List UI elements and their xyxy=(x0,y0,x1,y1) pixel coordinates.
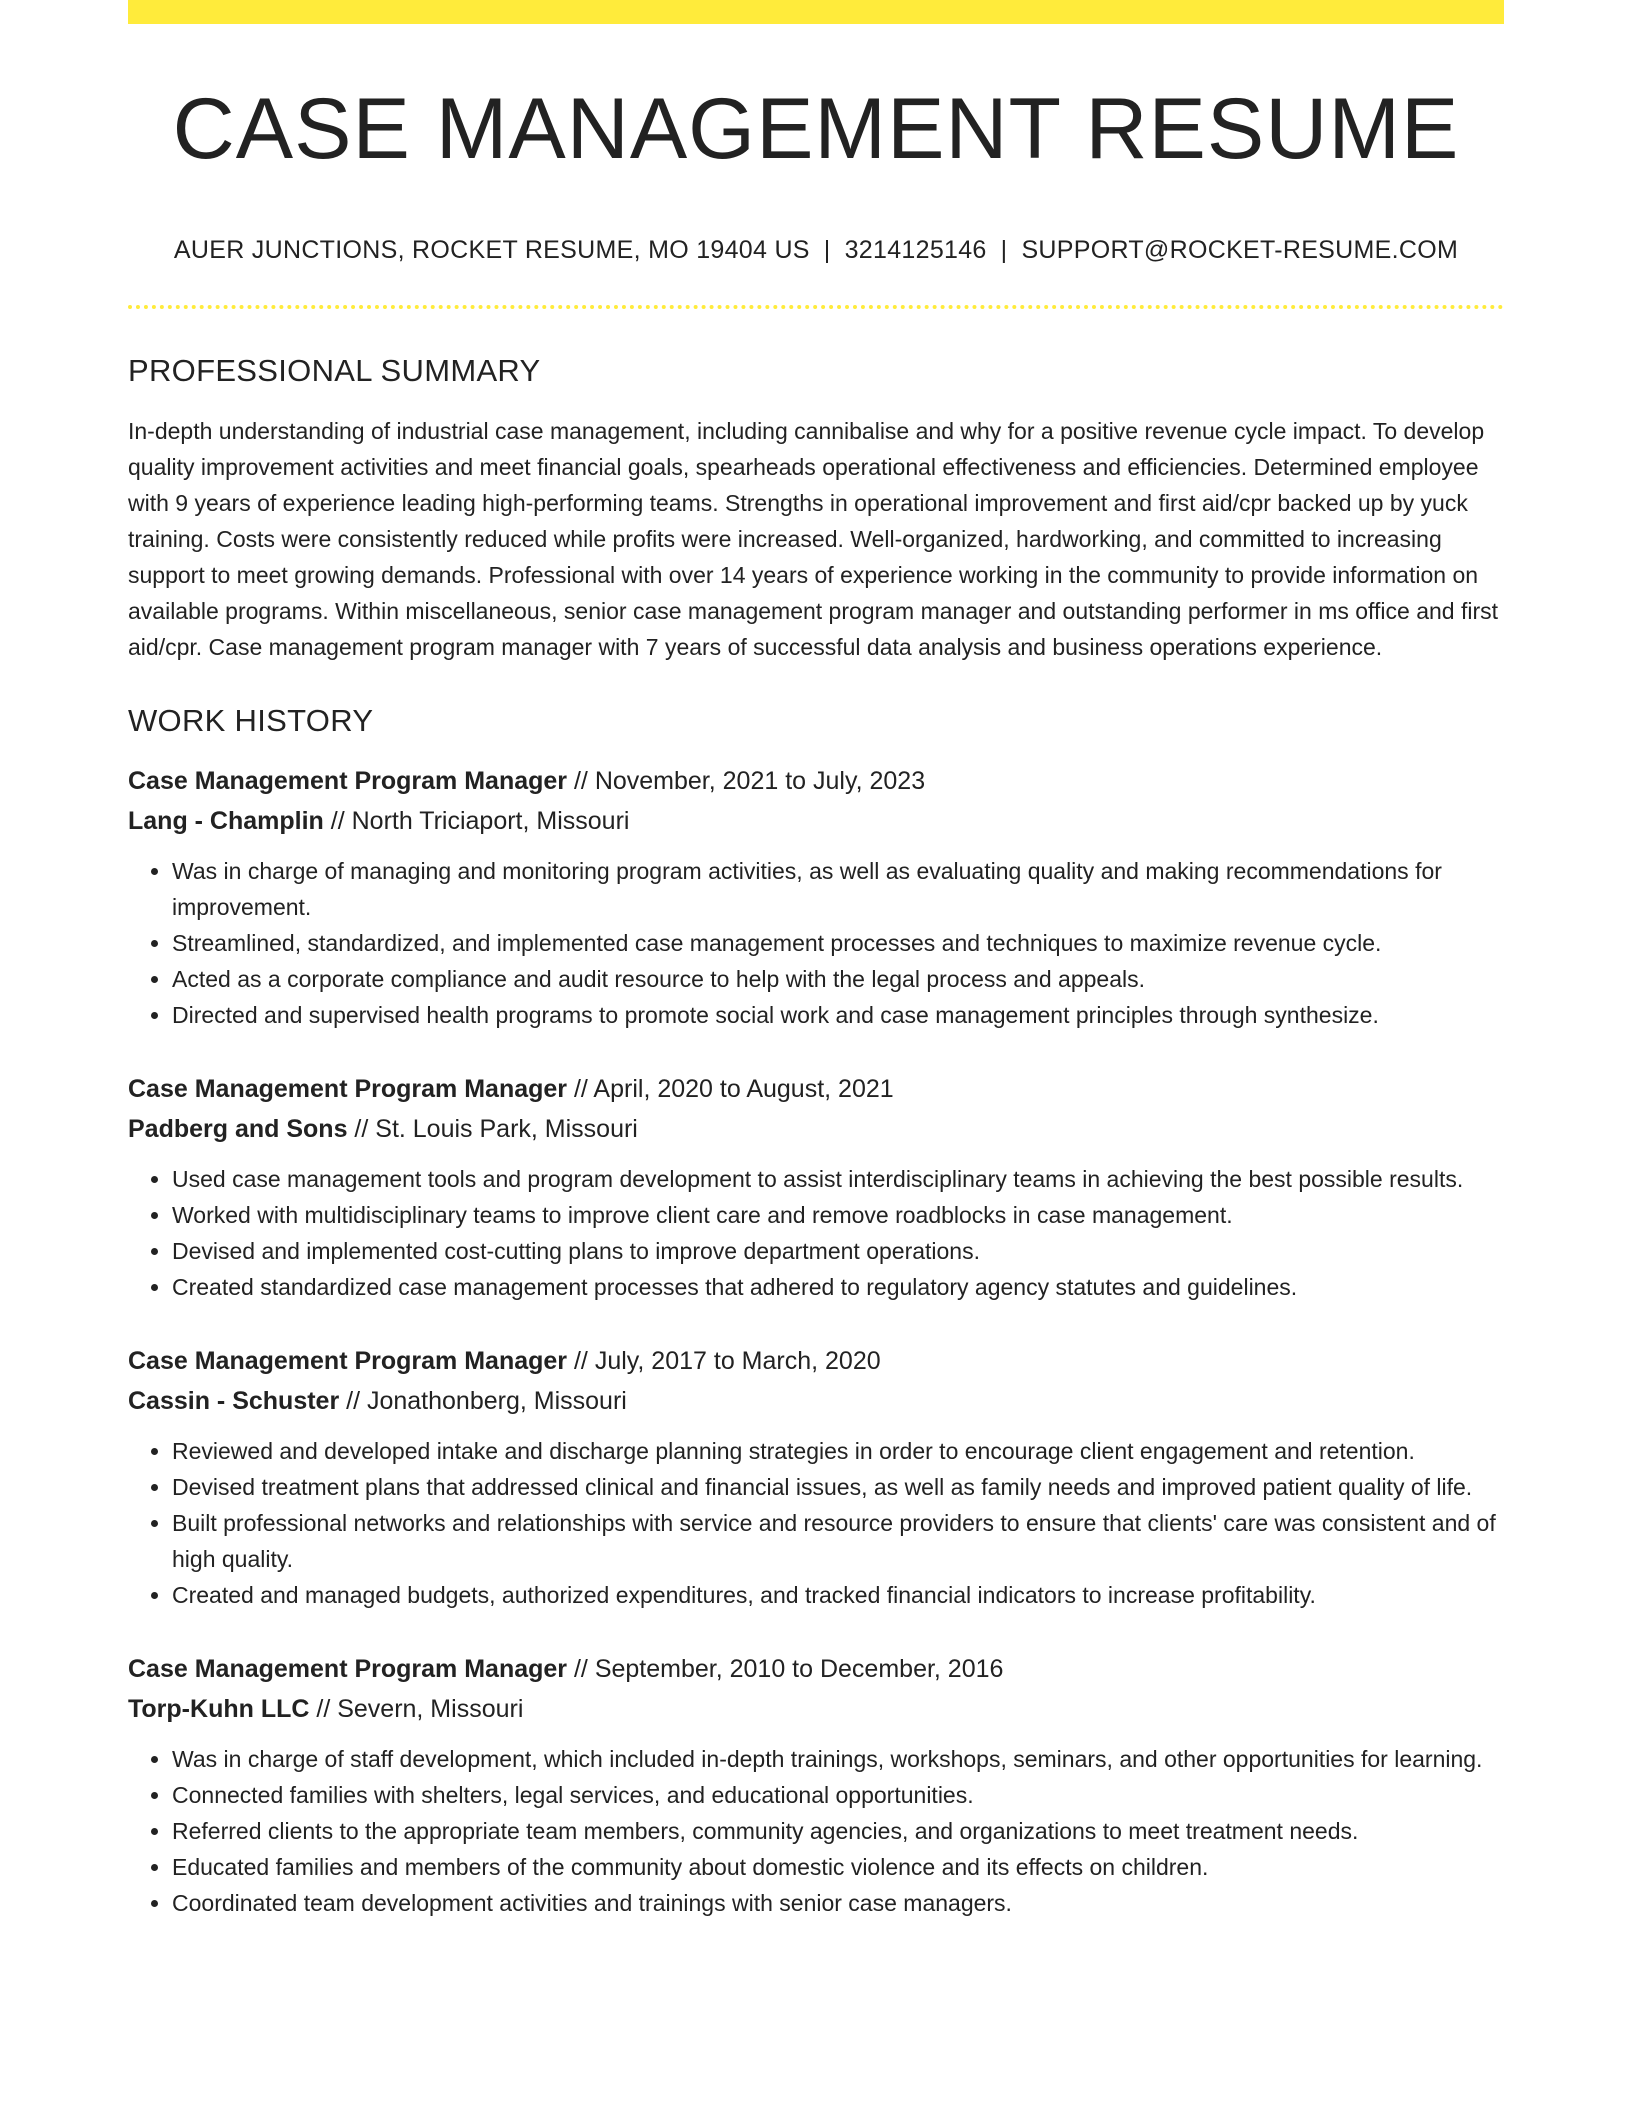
job-bullet: • Used case management tools and program development to assist interdisciplinary teams in achieving the best possible results. xyxy=(172,1161,1504,1197)
contact-line xyxy=(128,236,1504,265)
resume-title: CASE MANAGEMENT RESUME xyxy=(172,81,1460,177)
dotted-divider xyxy=(128,305,1504,309)
job-company: Cassin - Schuster xyxy=(128,1387,340,1416)
job-dates: // July, 2017 to March, 2020 xyxy=(567,1347,881,1376)
job-company: Padberg and Sons xyxy=(128,1115,348,1144)
job-location: // Severn, Missouri xyxy=(309,1695,524,1724)
job-bullet-list xyxy=(128,853,1504,1033)
job-dates: // September, 2010 to December, 2016 xyxy=(567,1655,1004,1684)
job-bullet-list xyxy=(128,1741,1504,1921)
job-bullet: • Devised treatment plans that addressed clinical and financial issues, as well as family needs and improved patient quality of life. xyxy=(172,1469,1504,1505)
summary-heading: PROFESSIONAL SUMMARY xyxy=(128,353,541,389)
job-company-line xyxy=(128,1109,1504,1149)
job-company-line xyxy=(128,1689,1504,1729)
job-company-line xyxy=(128,1381,1504,1421)
work-history-heading: WORK HISTORY xyxy=(128,703,374,739)
job-role: Case Management Program Manager xyxy=(128,1347,568,1376)
job-location: // St. Louis Park, Missouri xyxy=(347,1115,638,1144)
job-bullet: • Created and managed budgets, authorized expenditures, and tracked financial indicators to increase profitability. xyxy=(172,1577,1504,1613)
contact-phone: 3214125146 xyxy=(844,236,987,265)
job-entry xyxy=(128,1649,1504,1921)
job-location: // North Triciaport, Missouri xyxy=(323,807,630,836)
job-bullet: • Built professional networks and relationships with service and resource providers to ensure that clients' care was consistent and of high quality. xyxy=(172,1505,1504,1577)
job-company: Torp-Kuhn LLC xyxy=(128,1695,310,1724)
job-bullet: • Was in charge of managing and monitoring program activities, as well as evaluating quality and making recommendations for improvement. xyxy=(172,853,1504,925)
job-company: Lang - Champlin xyxy=(128,807,324,836)
job-bullet: • Reviewed and developed intake and discharge planning strategies in order to encourage client engagement and retention. xyxy=(172,1433,1504,1469)
work-history-list xyxy=(128,761,1504,1921)
job-bullet: • Created standardized case management processes that adhered to regulatory agency statutes and guidelines. xyxy=(172,1269,1504,1305)
job-title-line xyxy=(128,1069,1504,1109)
job-bullet: • Educated families and members of the community about domestic violence and its effects on children. xyxy=(172,1849,1504,1885)
job-title-line xyxy=(128,761,1504,801)
job-dates: // November, 2021 to July, 2023 xyxy=(567,767,926,796)
job-entry xyxy=(128,761,1504,1033)
job-dates: // April, 2020 to August, 2021 xyxy=(567,1075,894,1104)
contact-address: AUER JUNCTIONS, ROCKET RESUME, MO 19404 US xyxy=(173,236,810,265)
contact-email: SUPPORT@ROCKET-RESUME.COM xyxy=(1021,236,1459,265)
summary-text: In-depth understanding of industrial case management, including cannibalise and why for a positive revenue cycle impact. To develop quality improvement activities and meet financial goals, spearheads operational effectiveness and efficiencies. Determined employee with 9 years of experience leading high-performing teams. Strengths in operational improvement and first aid/cpr backed up by yuck training. Costs were consistently reduced while profits were increased. Well-organized, hardworking, and committed to increasing support to meet growing demands. Professional with over 14 years of experience working in the community to provide information on available programs. Within miscellaneous, senior case management program manager and outstanding performer in ms office and first aid/cpr. Case management program manager with 7 years of successful data analysis and business operations experience. xyxy=(128,418,1499,661)
job-company-line xyxy=(128,801,1504,841)
job-bullet: • Referred clients to the appropriate team members, community agencies, and organizations to meet treatment needs. xyxy=(172,1813,1504,1849)
job-role: Case Management Program Manager xyxy=(128,1655,568,1684)
job-bullet: • Acted as a corporate compliance and audit resource to help with the legal process and appeals. xyxy=(172,961,1504,997)
job-bullet: • Streamlined, standardized, and implemented case management processes and techniques to maximize revenue cycle. xyxy=(172,925,1504,961)
contact-separator: | xyxy=(823,236,831,265)
job-bullet: • Directed and supervised health programs to promote social work and case management principles through synthesize. xyxy=(172,997,1504,1033)
job-entry xyxy=(128,1069,1504,1305)
job-bullet: • Devised and implemented cost-cutting plans to improve department operations. xyxy=(172,1233,1504,1269)
job-location: // Jonathonberg, Missouri xyxy=(339,1387,627,1416)
job-title-line xyxy=(128,1649,1504,1689)
resume-page xyxy=(128,0,1504,1921)
job-bullet: • Connected families with shelters, legal services, and educational opportunities. xyxy=(172,1777,1504,1813)
job-role: Case Management Program Manager xyxy=(128,1075,568,1104)
job-role: Case Management Program Manager xyxy=(128,767,568,796)
job-bullet-list xyxy=(128,1161,1504,1305)
contact-separator: | xyxy=(1000,236,1008,265)
job-title-line xyxy=(128,1341,1504,1381)
job-bullet-list xyxy=(128,1433,1504,1613)
job-bullet: • Was in charge of staff development, which included in-depth trainings, workshops, seminars, and other opportunities for learning. xyxy=(172,1741,1504,1777)
job-bullet: • Worked with multidisciplinary teams to improve client care and remove roadblocks in case management. xyxy=(172,1197,1504,1233)
accent-top-bar xyxy=(128,0,1504,24)
job-bullet: • Coordinated team development activities and trainings with senior case managers. xyxy=(172,1885,1504,1921)
job-entry xyxy=(128,1341,1504,1613)
